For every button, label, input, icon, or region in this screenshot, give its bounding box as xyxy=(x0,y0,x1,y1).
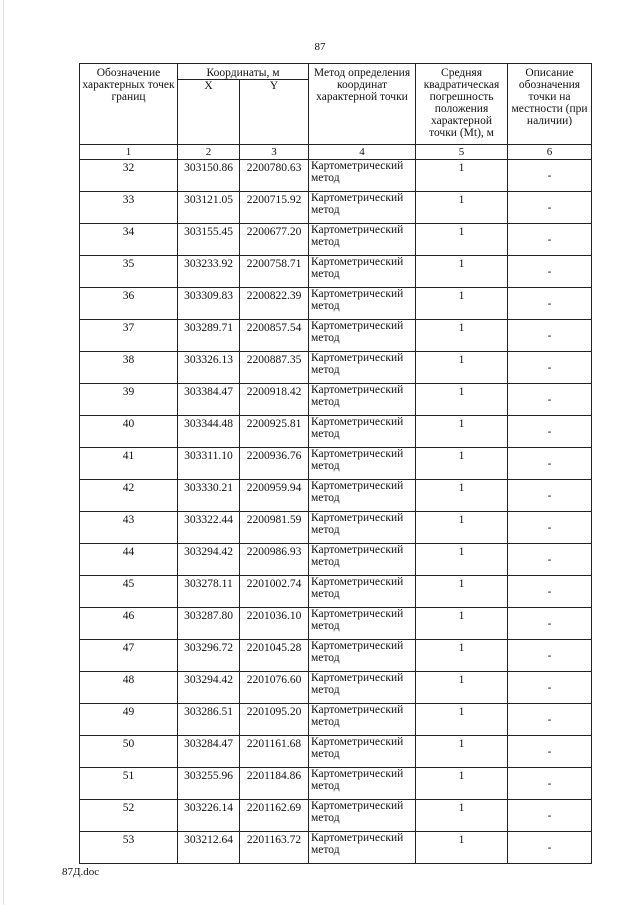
mean-error-cell: 1 xyxy=(416,480,508,512)
table-row xyxy=(80,672,592,704)
table-row xyxy=(80,256,592,288)
mean-error-cell: 1 xyxy=(416,576,508,608)
method-cell: Картометрический метод xyxy=(309,640,416,672)
coord-y-cell: 2200857.54 xyxy=(240,320,309,352)
table-row xyxy=(80,832,592,864)
description-cell: - xyxy=(508,672,592,704)
point-number-cell: 53 xyxy=(80,832,178,864)
mean-error-cell: 1 xyxy=(416,640,508,672)
point-number-cell: 32 xyxy=(80,160,178,192)
coord-y-cell: 2201002.74 xyxy=(240,576,309,608)
column-number: 3 xyxy=(240,145,309,160)
point-number-cell: 46 xyxy=(80,608,178,640)
table-row xyxy=(80,288,592,320)
mean-error-cell: 1 xyxy=(416,288,508,320)
method-cell: Картометрический метод xyxy=(309,480,416,512)
coord-x-cell: 303286.51 xyxy=(178,704,240,736)
mean-error-cell: 1 xyxy=(416,832,508,864)
header-x: X xyxy=(178,80,240,145)
table-row xyxy=(80,320,592,352)
point-number-cell: 39 xyxy=(80,384,178,416)
coord-y-cell: 2200925.81 xyxy=(240,416,309,448)
point-number-cell: 35 xyxy=(80,256,178,288)
mean-error-cell: 1 xyxy=(416,608,508,640)
description-cell: - xyxy=(508,352,592,384)
point-number-cell: 50 xyxy=(80,736,178,768)
coord-y-cell: 2201163.72 xyxy=(240,832,309,864)
method-cell: Картометрический метод xyxy=(309,800,416,832)
coord-y-cell: 2200986.93 xyxy=(240,544,309,576)
method-cell: Картометрический метод xyxy=(309,448,416,480)
table-row xyxy=(80,704,592,736)
mean-error-cell: 1 xyxy=(416,384,508,416)
column-number: 5 xyxy=(416,145,508,160)
coord-x-cell: 303289.71 xyxy=(178,320,240,352)
coord-y-cell: 2201076.60 xyxy=(240,672,309,704)
point-number-cell: 43 xyxy=(80,512,178,544)
mean-error-cell: 1 xyxy=(416,544,508,576)
boundary-points-table xyxy=(79,63,592,864)
mean-error-cell: 1 xyxy=(416,416,508,448)
method-cell: Картометрический метод xyxy=(309,288,416,320)
table-body xyxy=(80,160,592,864)
coord-x-cell: 303155.45 xyxy=(178,224,240,256)
table-row xyxy=(80,512,592,544)
point-number-cell: 34 xyxy=(80,224,178,256)
table-row xyxy=(80,768,592,800)
description-cell: - xyxy=(508,768,592,800)
mean-error-cell: 1 xyxy=(416,192,508,224)
point-number-cell: 40 xyxy=(80,416,178,448)
table-row xyxy=(80,352,592,384)
column-number: 4 xyxy=(309,145,416,160)
coord-x-cell: 303255.96 xyxy=(178,768,240,800)
mean-error-cell: 1 xyxy=(416,736,508,768)
column-number: 6 xyxy=(508,145,592,160)
coord-y-cell: 2201095.20 xyxy=(240,704,309,736)
method-cell: Картометрический метод xyxy=(309,352,416,384)
description-cell: - xyxy=(508,288,592,320)
coord-y-cell: 2201162.69 xyxy=(240,800,309,832)
mean-error-cell: 1 xyxy=(416,320,508,352)
column-number-row xyxy=(80,145,592,160)
coord-y-cell: 2201045.28 xyxy=(240,640,309,672)
table-row xyxy=(80,576,592,608)
coord-x-cell: 303322.44 xyxy=(178,512,240,544)
description-cell: - xyxy=(508,704,592,736)
coord-x-cell: 303284.47 xyxy=(178,736,240,768)
mean-error-cell: 1 xyxy=(416,352,508,384)
table-row xyxy=(80,224,592,256)
scan-edge-line xyxy=(3,0,4,905)
table-row xyxy=(80,640,592,672)
table-row xyxy=(80,544,592,576)
description-cell: - xyxy=(508,384,592,416)
coord-y-cell: 2200959.94 xyxy=(240,480,309,512)
mean-error-cell: 1 xyxy=(416,448,508,480)
mean-error-cell: 1 xyxy=(416,704,508,736)
method-cell: Картометрический метод xyxy=(309,768,416,800)
header-mean-error: Средняя квадратическая погрешность положения характерной точки (Mt), м xyxy=(416,64,508,145)
coord-x-cell: 303330.21 xyxy=(178,480,240,512)
coord-y-cell: 2201161.68 xyxy=(240,736,309,768)
header-coordinates: Координаты, м xyxy=(178,64,309,80)
description-cell: - xyxy=(508,416,592,448)
method-cell: Картометрический метод xyxy=(309,704,416,736)
point-number-cell: 36 xyxy=(80,288,178,320)
description-cell: - xyxy=(508,448,592,480)
table-row xyxy=(80,480,592,512)
coord-x-cell: 303150.86 xyxy=(178,160,240,192)
description-cell: - xyxy=(508,512,592,544)
coord-x-cell: 303294.42 xyxy=(178,672,240,704)
table-row xyxy=(80,416,592,448)
coord-x-cell: 303278.11 xyxy=(178,576,240,608)
method-cell: Картометрический метод xyxy=(309,224,416,256)
description-cell: - xyxy=(508,800,592,832)
table-row xyxy=(80,448,592,480)
method-cell: Картометрический метод xyxy=(309,576,416,608)
method-cell: Картометрический метод xyxy=(309,832,416,864)
coord-x-cell: 303344.48 xyxy=(178,416,240,448)
description-cell: - xyxy=(508,640,592,672)
coord-y-cell: 2200822.39 xyxy=(240,288,309,320)
coord-x-cell: 303326.13 xyxy=(178,352,240,384)
point-number-cell: 51 xyxy=(80,768,178,800)
coord-x-cell: 303121.05 xyxy=(178,192,240,224)
column-number: 2 xyxy=(178,145,240,160)
header-method: Метод определения координат характерной точки xyxy=(309,64,416,145)
coord-x-cell: 303287.80 xyxy=(178,608,240,640)
method-cell: Картометрический метод xyxy=(309,672,416,704)
mean-error-cell: 1 xyxy=(416,224,508,256)
description-cell: - xyxy=(508,480,592,512)
point-number-cell: 44 xyxy=(80,544,178,576)
coord-x-cell: 303311.10 xyxy=(178,448,240,480)
point-number-cell: 52 xyxy=(80,800,178,832)
description-cell: - xyxy=(508,160,592,192)
table-row xyxy=(80,384,592,416)
table-row xyxy=(80,800,592,832)
method-cell: Картометрический метод xyxy=(309,320,416,352)
mean-error-cell: 1 xyxy=(416,512,508,544)
mean-error-cell: 1 xyxy=(416,672,508,704)
header-description: Описание обозначения точки на местности (при наличии) xyxy=(508,64,592,145)
table-row xyxy=(80,160,592,192)
method-cell: Картометрический метод xyxy=(309,160,416,192)
point-number-cell: 49 xyxy=(80,704,178,736)
mean-error-cell: 1 xyxy=(416,800,508,832)
point-number-cell: 47 xyxy=(80,640,178,672)
coord-x-cell: 303296.72 xyxy=(178,640,240,672)
coord-x-cell: 303226.14 xyxy=(178,800,240,832)
coord-y-cell: 2201184.86 xyxy=(240,768,309,800)
coord-x-cell: 303294.42 xyxy=(178,544,240,576)
column-number: 1 xyxy=(80,145,178,160)
description-cell: - xyxy=(508,736,592,768)
mean-error-cell: 1 xyxy=(416,256,508,288)
coord-y-cell: 2200981.59 xyxy=(240,512,309,544)
coord-y-cell: 2201036.10 xyxy=(240,608,309,640)
footer-filename: 87Д.doc xyxy=(62,866,100,878)
description-cell: - xyxy=(508,224,592,256)
coord-x-cell: 303309.83 xyxy=(178,288,240,320)
coord-y-cell: 2200887.35 xyxy=(240,352,309,384)
coord-y-cell: 2200758.71 xyxy=(240,256,309,288)
point-number-cell: 37 xyxy=(80,320,178,352)
description-cell: - xyxy=(508,192,592,224)
header-point-designation: Обозначение характерных точек границ xyxy=(80,64,178,145)
point-number-cell: 48 xyxy=(80,672,178,704)
description-cell: - xyxy=(508,608,592,640)
table-row xyxy=(80,192,592,224)
coord-x-cell: 303212.64 xyxy=(178,832,240,864)
mean-error-cell: 1 xyxy=(416,768,508,800)
method-cell: Картометрический метод xyxy=(309,512,416,544)
coord-y-cell: 2200936.76 xyxy=(240,448,309,480)
description-cell: - xyxy=(508,832,592,864)
description-cell: - xyxy=(508,576,592,608)
method-cell: Картометрический метод xyxy=(309,608,416,640)
description-cell: - xyxy=(508,544,592,576)
method-cell: Картометрический метод xyxy=(309,192,416,224)
header-y: Y xyxy=(240,80,309,145)
table-row xyxy=(80,608,592,640)
page-number: 87 xyxy=(314,41,326,53)
method-cell: Картометрический метод xyxy=(309,384,416,416)
point-number-cell: 41 xyxy=(80,448,178,480)
point-number-cell: 45 xyxy=(80,576,178,608)
description-cell: - xyxy=(508,256,592,288)
coord-y-cell: 2200918.42 xyxy=(240,384,309,416)
point-number-cell: 33 xyxy=(80,192,178,224)
coord-x-cell: 303233.92 xyxy=(178,256,240,288)
description-cell: - xyxy=(508,320,592,352)
point-number-cell: 38 xyxy=(80,352,178,384)
coord-y-cell: 2200677.20 xyxy=(240,224,309,256)
coord-y-cell: 2200715.92 xyxy=(240,192,309,224)
mean-error-cell: 1 xyxy=(416,160,508,192)
method-cell: Картометрический метод xyxy=(309,416,416,448)
table-row xyxy=(80,736,592,768)
coord-x-cell: 303384.47 xyxy=(178,384,240,416)
method-cell: Картометрический метод xyxy=(309,544,416,576)
point-number-cell: 42 xyxy=(80,480,178,512)
method-cell: Картометрический метод xyxy=(309,736,416,768)
coord-y-cell: 2200780.63 xyxy=(240,160,309,192)
method-cell: Картометрический метод xyxy=(309,256,416,288)
